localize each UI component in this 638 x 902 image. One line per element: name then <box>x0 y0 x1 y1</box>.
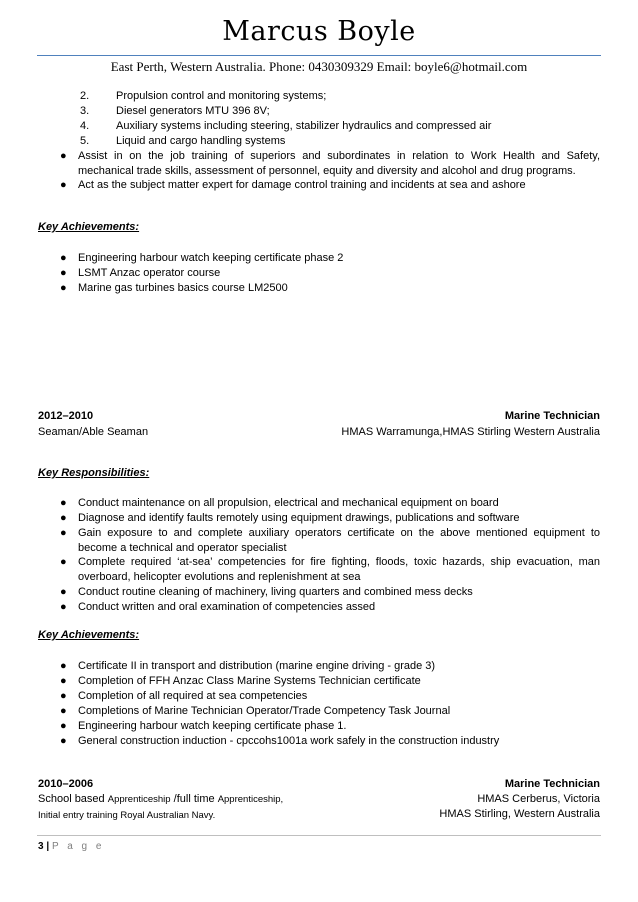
bullet-item: Gain exposure to and complete auxiliary operators certificate on the above mentioned equipment to become a technical and operator specialist <box>78 527 600 554</box>
bullet-item: Conduct routine cleaning of machinery, living quarters and combined mess decks <box>78 586 473 598</box>
page-footer <box>38 841 104 852</box>
job-dates: 2012–2010 <box>38 410 94 422</box>
bullet-item: Conduct maintenance on all propulsion, electrical and mechanical equipment on board <box>78 497 499 509</box>
bullet-icon: ● <box>60 690 67 702</box>
bullet-item: General construction induction - cpccohs1001a work safely in the construction industry <box>78 735 500 747</box>
bullet-icon: ● <box>60 675 67 687</box>
key-achievements-heading: Key Achievements: <box>38 221 140 233</box>
bullet-item: Conduct written and oral examination of competencies assed <box>78 601 376 613</box>
numbered-item: Auxiliary systems including steering, stabilizer hydraulics and compressed air <box>116 120 492 132</box>
key-achievements-heading: Key Achievements: <box>38 629 140 641</box>
bullet-item: Engineering harbour watch keeping certificate phase 1. <box>78 720 347 732</box>
bullet-item: Assist in on the job training of superiors and subordinates in relation to Work Health and Safety, mechanical trade skills, assessment of personnel, equity and diversity and alcohol and drug programs. <box>78 150 600 177</box>
bullet-icon: ● <box>60 705 67 717</box>
bullet-icon: ● <box>60 252 67 264</box>
bullet-icon: ● <box>60 150 67 162</box>
bullet-item: Complete required ‘at-sea’ competencies for fire fighting, floods, toxic hazards, ship evacuation, man overboard, helicopter evolutions and replenishment at sea <box>78 556 600 583</box>
bullet-item: Diagnose and identify faults remotely using equipment drawings, publications and software <box>78 512 520 524</box>
bullet-icon: ● <box>60 601 67 613</box>
job-title: Marine Technician <box>504 778 600 790</box>
numbered-index: 4. <box>80 120 90 132</box>
job-location: HMAS Cerberus, Victoria <box>477 793 600 805</box>
candidate-name: Marcus Boyle <box>222 16 416 47</box>
footer-rule <box>37 835 601 836</box>
numbered-item: Liquid and cargo handling systems <box>116 135 286 147</box>
page-label: P a g e <box>51 841 105 852</box>
numbered-index: 5. <box>80 135 90 147</box>
numbered-item: Diesel generators MTU 396 8V; <box>116 105 270 117</box>
bullet-icon: ● <box>60 497 67 509</box>
header-rule <box>37 55 601 56</box>
numbered-index: 2. <box>80 90 90 102</box>
job-dates: 2010–2006 <box>38 778 94 790</box>
numbered-item: Propulsion control and monitoring systems; <box>116 90 327 102</box>
bullet-icon: ● <box>60 720 67 732</box>
job-location: HMAS Stirling, Western Australia <box>439 808 600 820</box>
bullet-item: Act as the subject matter expert for damage control training and incidents at sea and ashore <box>78 179 526 191</box>
job-position-line2: Initial entry training Royal Australian Navy. <box>38 810 216 821</box>
bullet-icon: ● <box>60 282 67 294</box>
bullet-item: Marine gas turbines basics course LM2500 <box>78 282 288 294</box>
bullet-icon: ● <box>60 735 67 747</box>
bullet-icon: ● <box>60 179 67 191</box>
job-position-part: School based <box>38 793 105 805</box>
bullet-icon: ● <box>60 267 67 279</box>
bullet-item: Completion of all required at sea competencies <box>78 690 308 702</box>
bullet-item: Completions of Marine Technician Operator/Trade Competency Task Journal <box>78 705 451 717</box>
contact-line: East Perth, Western Australia. Phone: 0430309329 Email: boyle6@hotmail.com <box>110 59 528 74</box>
job-position-part: Apprenticeship, <box>217 794 284 805</box>
job-title: Marine Technician <box>504 410 600 422</box>
bullet-icon: ● <box>60 586 67 598</box>
key-responsibilities-heading: Key Responsibilities: <box>38 467 150 479</box>
footer-separator: | <box>46 841 50 852</box>
bullet-icon: ● <box>60 512 67 524</box>
bullet-icon: ● <box>60 556 67 568</box>
bullet-item: Engineering harbour watch keeping certificate phase 2 <box>78 252 344 264</box>
job-position <box>38 792 283 807</box>
numbered-index: 3. <box>80 105 90 117</box>
bullet-icon: ● <box>60 660 67 672</box>
bullet-item: Completion of FFH Anzac Class Marine Systems Technician certificate <box>78 675 421 687</box>
bullet-item: LSMT Anzac operator course <box>78 267 221 279</box>
bullet-icon: ● <box>60 527 67 539</box>
job-position-part: /full time <box>173 793 215 805</box>
page-number: 3 <box>38 841 44 852</box>
job-position: Seaman/Able Seaman <box>38 426 149 438</box>
job-position-part: Apprenticeship <box>107 794 171 805</box>
job-location: HMAS Warramunga,HMAS Stirling Western Australia <box>341 426 600 438</box>
bullet-item: Certificate II in transport and distribution (marine engine driving - grade 3) <box>78 660 436 672</box>
